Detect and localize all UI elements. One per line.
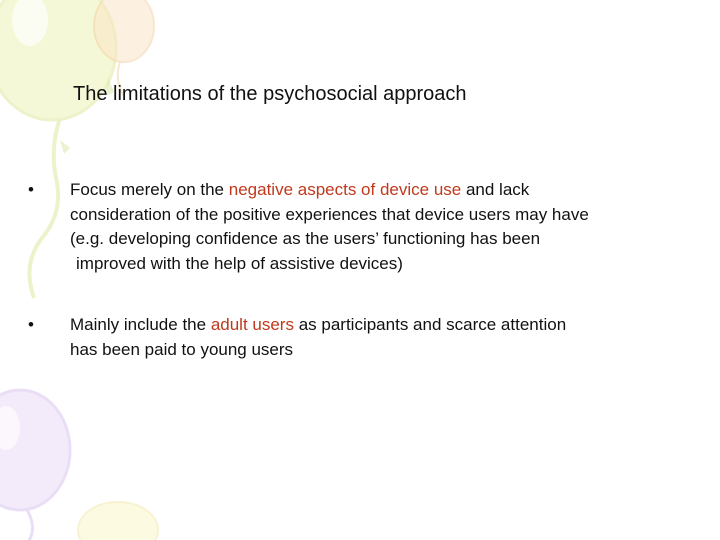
highlighted-text: adult users (210, 315, 294, 334)
bullet-text (70, 178, 589, 276)
text-run: Focus merely on the (70, 180, 229, 199)
highlighted-text: negative aspects of device use (228, 180, 462, 199)
bullet-line: has been paid to young users (70, 339, 294, 359)
balloon-icon (0, 390, 70, 540)
bullet-text (70, 313, 566, 362)
text-run: Mainly include the (70, 315, 211, 334)
bullet-line: consideration of the positive experiences that device users may have (70, 204, 589, 224)
slide-title: The limitations of the psychosocial approach (73, 83, 467, 105)
text-run: as participants and scarce attention (293, 315, 567, 334)
text-run: and lack (461, 180, 530, 199)
bullet-marker: • (28, 180, 34, 199)
bullet-line (70, 178, 589, 203)
bullet-marker: • (28, 315, 34, 334)
bullet-line: (e.g. developing confidence as the users’ functioning has been (70, 229, 541, 248)
bullet-line: improved with the help of assistive devices) (76, 253, 403, 273)
bullet-line (70, 313, 566, 338)
